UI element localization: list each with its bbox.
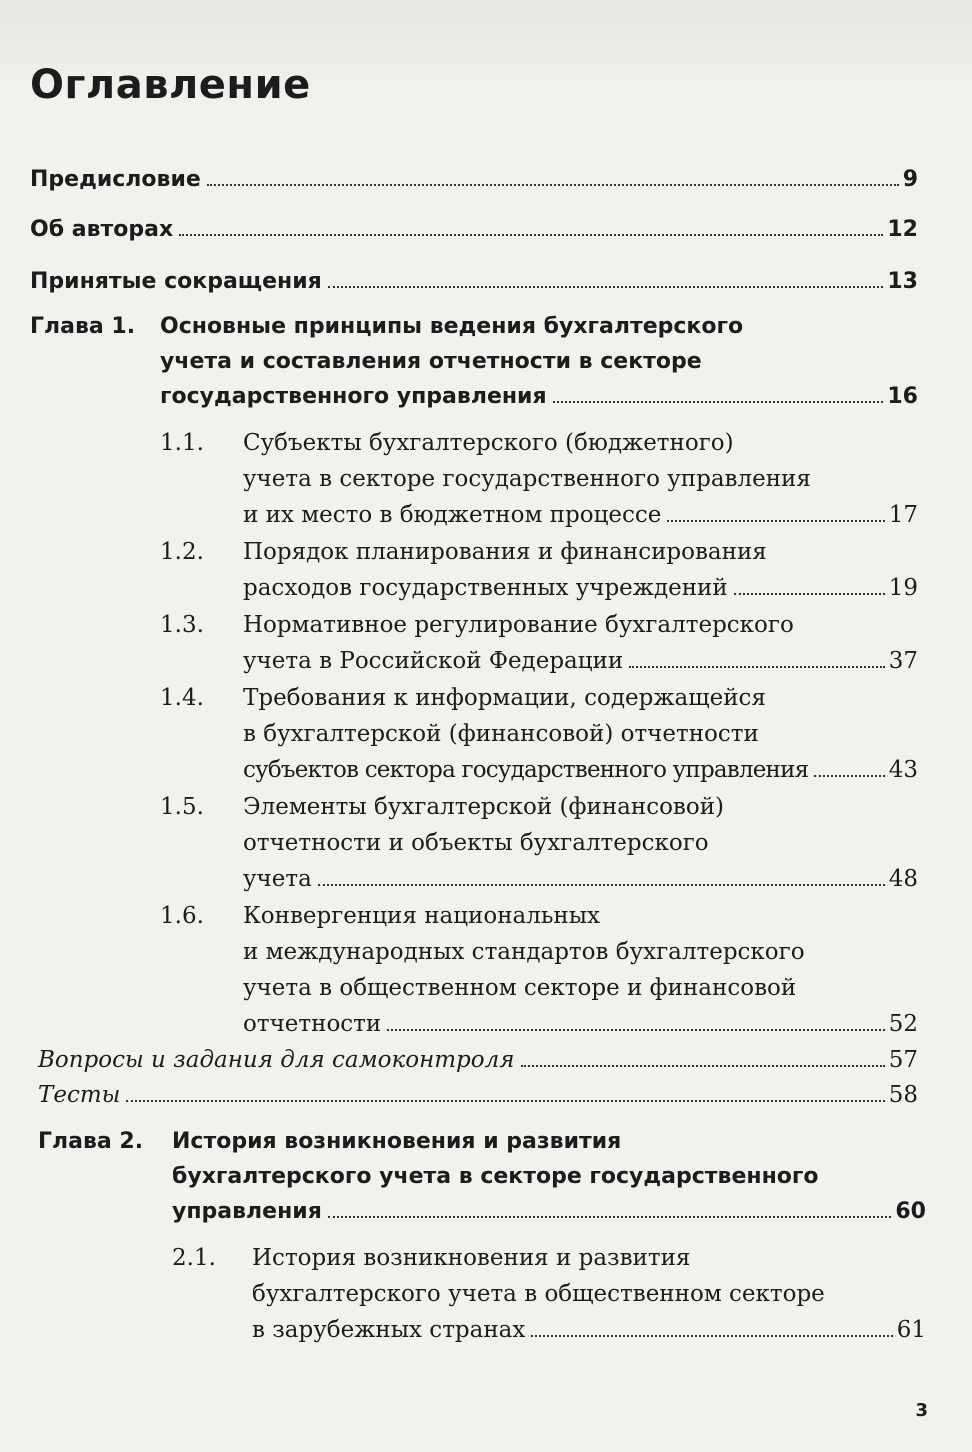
toc-entry-page: 57	[888, 1047, 918, 1073]
dot-leader	[318, 884, 885, 886]
toc-entry-section-1-2[interactable]	[243, 573, 918, 603]
page-title: Оглавление	[30, 62, 311, 108]
section-number: 2.1.	[172, 1245, 216, 1271]
toc-entry-label: Принятые сокращения	[30, 269, 322, 294]
dot-leader	[521, 1065, 885, 1067]
dot-leader	[814, 775, 884, 777]
toc-entry-section-1-5[interactable]	[243, 864, 918, 894]
section-title-line: субъектов сектора государственного управления	[243, 757, 809, 783]
toc-entry-section-1-6[interactable]	[243, 1009, 918, 1039]
chapter-title-line: учета и составления отчетности в секторе	[160, 349, 702, 374]
section-number: 1.3.	[160, 612, 204, 638]
section-title-line: Порядок планирования и финансирования	[243, 539, 767, 565]
section-number: 1.2.	[160, 539, 204, 565]
toc-entry-abbreviations[interactable]	[30, 267, 918, 297]
toc-entry-page: 19	[888, 575, 918, 601]
dot-leader	[734, 593, 885, 595]
chapter-number: Глава 2.	[38, 1129, 144, 1154]
toc-entry-page: 52	[888, 1011, 918, 1037]
section-title-line: История возникновения и развития	[252, 1245, 691, 1271]
section-number: 1.5.	[160, 794, 204, 820]
toc-entry-preface[interactable]	[30, 165, 918, 195]
section-title-line: и их место в бюджетном процессе	[243, 502, 662, 528]
section-title-line: Требования к информации, содержащейся	[243, 685, 766, 711]
section-title-line: Элементы бухгалтерской (финансовой)	[243, 794, 725, 820]
toc-entry-tests[interactable]	[38, 1080, 918, 1110]
section-title-line: расходов государственных учреждений	[243, 575, 728, 601]
toc-entry-section-1-3[interactable]	[243, 646, 918, 676]
chapter-title-line: Основные принципы ведения бухгалтерского	[160, 314, 744, 339]
toc-entry-chapter-2[interactable]	[172, 1197, 926, 1227]
dot-leader	[387, 1029, 884, 1031]
page-number: 3	[915, 1400, 928, 1421]
section-number: 1.1.	[160, 430, 204, 456]
section-title-line: Субъекты бухгалтерского (бюджетного)	[243, 430, 734, 456]
chapter-number: Глава 1.	[30, 314, 136, 339]
dot-leader	[207, 184, 899, 186]
toc-entry-page: 17	[888, 502, 918, 528]
section-number: 1.6.	[160, 903, 204, 929]
section-title-line: и международных стандартов бухгалтерского	[243, 939, 805, 965]
dot-leader	[629, 666, 885, 668]
toc-entry-page: 9	[902, 167, 918, 192]
toc-entry-section-1-1[interactable]	[243, 500, 918, 530]
toc-entry-page: 43	[888, 757, 918, 783]
dot-leader	[553, 401, 884, 403]
toc-entry-label: Вопросы и задания для самоконтроля	[38, 1047, 515, 1073]
dot-leader	[126, 1100, 884, 1102]
toc-entry-page: 16	[887, 384, 918, 409]
section-title-line: Конвергенция национальных	[243, 903, 600, 929]
toc-entry-label: Предисловие	[30, 167, 201, 192]
toc-entry-self-check[interactable]	[38, 1045, 918, 1075]
toc-entry-authors[interactable]	[30, 215, 918, 245]
dot-leader	[328, 1216, 892, 1218]
section-title-line: в зарубежных странах	[252, 1317, 526, 1343]
toc-entry-page: 48	[888, 866, 918, 892]
toc-entry-chapter-1[interactable]	[160, 382, 918, 412]
toc-entry-label: Тесты	[38, 1082, 121, 1108]
dot-leader	[531, 1335, 892, 1337]
toc-entry-page: 37	[888, 648, 918, 674]
dot-leader	[179, 234, 883, 236]
section-title-line: учета в общественном секторе и финансовой	[243, 975, 797, 1001]
dot-leader	[667, 520, 884, 522]
toc-entry-section-1-4[interactable]	[243, 755, 918, 785]
chapter-title-line: бухгалтерского учета в секторе государственного	[172, 1164, 819, 1189]
toc-entry-page: 12	[887, 217, 918, 242]
section-title-line: учета в Российской Федерации	[243, 648, 624, 674]
section-title-line: учета	[243, 866, 312, 892]
section-number: 1.4.	[160, 685, 204, 711]
chapter-title-line: государственного управления	[160, 384, 547, 409]
chapter-title-line: История возникновения и развития	[172, 1129, 622, 1154]
section-title-line: в бухгалтерской (финансовой) отчетности	[243, 721, 759, 747]
chapter-title-line: управления	[172, 1199, 322, 1224]
toc-entry-section-2-1[interactable]	[252, 1315, 926, 1345]
section-title-line: бухгалтерского учета в общественном секторе	[252, 1281, 825, 1307]
section-title-line: отчетности и объекты бухгалтерского	[243, 830, 709, 856]
section-title-line: отчетности	[243, 1011, 382, 1037]
toc-entry-label: Об авторах	[30, 217, 174, 242]
section-title-line: учета в секторе государственного управления	[243, 466, 811, 492]
toc-entry-page: 13	[887, 269, 918, 294]
toc-entry-page: 61	[896, 1317, 926, 1343]
section-title-line: Нормативное регулирование бухгалтерского	[243, 612, 794, 638]
toc-entry-page: 58	[888, 1082, 918, 1108]
dot-leader	[328, 286, 884, 288]
toc-entry-page: 60	[895, 1199, 926, 1224]
